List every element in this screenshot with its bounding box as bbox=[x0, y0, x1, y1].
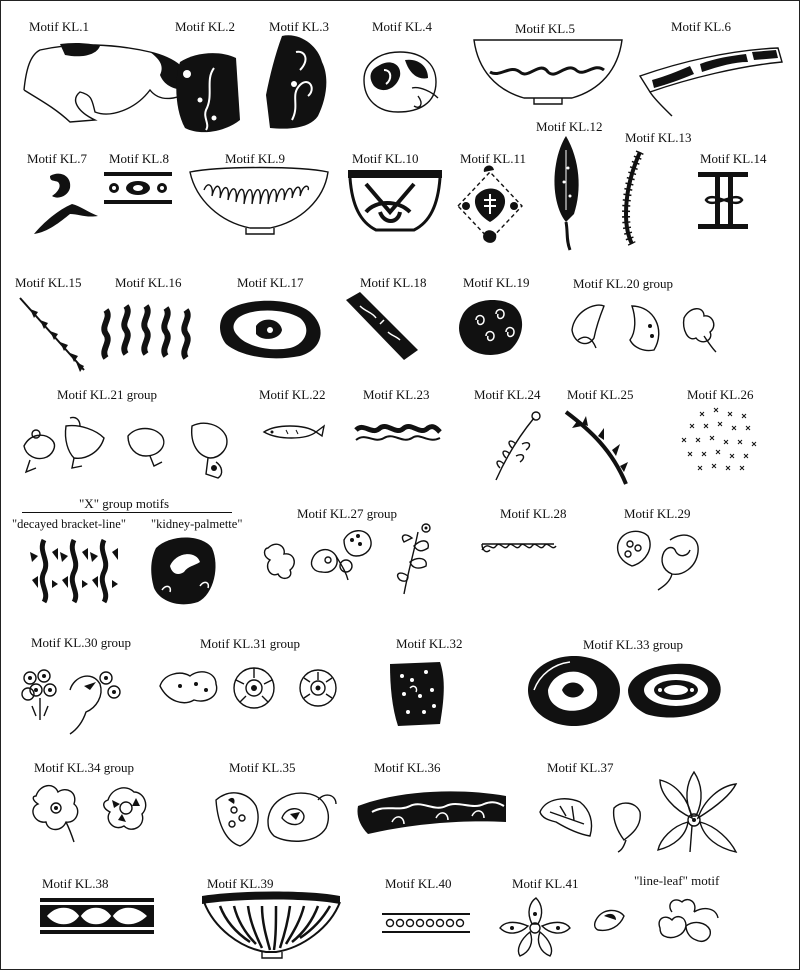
motif-kl17-oval-drawing bbox=[220, 301, 321, 359]
label-kl10: Motif KL.10 bbox=[352, 151, 419, 166]
label-kl4: Motif KL.4 bbox=[372, 19, 432, 34]
label-kl14: Motif KL.14 bbox=[700, 151, 767, 166]
motif-decayed-bracket-line-drawing bbox=[30, 540, 118, 602]
label-kl9: Motif KL.9 bbox=[225, 151, 285, 166]
motif-kl26-crosses-drawing bbox=[682, 408, 756, 470]
label-kl5: Motif KL.5 bbox=[515, 21, 575, 36]
label-kl2: Motif KL.2 bbox=[175, 19, 235, 34]
motif-kl19-sherd-drawing bbox=[459, 300, 522, 355]
motif-kl32-sherd-drawing bbox=[390, 662, 444, 726]
motif-kl37-drawing bbox=[540, 772, 736, 852]
motif-kl8-band-drawing bbox=[104, 172, 172, 204]
label-kl38: Motif KL.38 bbox=[42, 876, 109, 891]
label-kl15: Motif KL.15 bbox=[15, 275, 82, 290]
label-kl24: Motif KL.24 bbox=[474, 387, 541, 402]
motif-kl12-leaf-drawing bbox=[554, 136, 578, 250]
motif-kl41-drawing bbox=[500, 898, 624, 956]
label-kl33: Motif KL.33 group bbox=[583, 637, 684, 652]
motif-kl6-band-drawing bbox=[640, 48, 782, 116]
motif-kidney-palmette-drawing bbox=[151, 538, 215, 605]
label-kl25: Motif KL.25 bbox=[567, 387, 634, 402]
label-kl13: Motif KL.13 bbox=[625, 130, 692, 145]
label-kl12: Motif KL.12 bbox=[536, 119, 603, 134]
label-kl39: Motif KL.39 bbox=[207, 876, 274, 891]
label-kl29: Motif KL.29 bbox=[624, 506, 691, 521]
label-kidney-palmette: "kidney-palmette" bbox=[151, 517, 243, 531]
motif-kl2-sherd-drawing bbox=[176, 53, 240, 132]
motif-kl15-sawtooth-drawing bbox=[20, 298, 84, 372]
motif-kl13-beaded-stem-drawing bbox=[626, 152, 640, 244]
motif-kl36-band-drawing bbox=[357, 791, 506, 834]
motif-kl27-group-drawing bbox=[265, 524, 431, 594]
label-kl18: Motif KL.18 bbox=[360, 275, 427, 290]
label-kl37: Motif KL.37 bbox=[547, 760, 614, 775]
label-kl1: Motif KL.1 bbox=[29, 19, 89, 34]
label-kl16: Motif KL.16 bbox=[115, 275, 182, 290]
motif-kl39-bowl-drawing bbox=[202, 892, 340, 959]
motif-kl9-bowl-drawing bbox=[190, 168, 328, 235]
motif-kl33-group-drawing bbox=[528, 656, 721, 726]
label-kl22: Motif KL.22 bbox=[259, 387, 326, 402]
motif-kl21-birds-drawing bbox=[24, 417, 227, 478]
label-kl19: Motif KL.19 bbox=[463, 275, 530, 290]
motif-kl31-group-drawing bbox=[160, 668, 336, 708]
label-kl41: Motif KL.41 bbox=[512, 876, 579, 891]
label-kl7: Motif KL.7 bbox=[27, 151, 87, 166]
motif-kl14-knot-drawing bbox=[698, 172, 748, 229]
motif-kl29-drawing bbox=[618, 531, 699, 590]
label-kl36: Motif KL.36 bbox=[374, 760, 441, 775]
label-kl23: Motif KL.23 bbox=[363, 387, 430, 402]
label-kl8: Motif KL.8 bbox=[109, 151, 169, 166]
label-kl21: Motif KL.21 group bbox=[57, 387, 158, 402]
label-kl35: Motif KL.35 bbox=[229, 760, 296, 775]
motif-kl23-chain-drawing bbox=[356, 426, 440, 440]
label-kl11: Motif KL.11 bbox=[460, 151, 526, 166]
motif-kl5-bowl-drawing bbox=[474, 40, 622, 104]
label-kl34: Motif KL.34 group bbox=[34, 760, 135, 775]
label-kl30: Motif KL.30 group bbox=[31, 635, 132, 650]
label-line-leaf: "line-leaf" motif bbox=[634, 873, 720, 888]
motif-kl18-strip-drawing bbox=[346, 292, 418, 360]
motif-kl7-hook-drawing bbox=[34, 174, 98, 234]
motif-kl22-fish-drawing bbox=[264, 426, 324, 438]
label-kl26: Motif KL.26 bbox=[687, 387, 754, 402]
motif-kl4-roundel-drawing bbox=[364, 52, 438, 112]
label-kl40: Motif KL.40 bbox=[385, 876, 452, 891]
motif-kl40-band-drawing bbox=[382, 914, 470, 932]
motif-kl28-band-drawing bbox=[482, 544, 556, 552]
motif-kl38-band-drawing bbox=[40, 898, 154, 934]
label-kl32: Motif KL.32 bbox=[396, 636, 463, 651]
label-decayed-bracket-line: "decayed bracket-line" bbox=[12, 517, 126, 531]
motif-kl30-group-drawing bbox=[22, 670, 120, 734]
label-kl28: Motif KL.28 bbox=[500, 506, 567, 521]
label-kl6: Motif KL.6 bbox=[671, 19, 731, 34]
motif-kl24-sprig-drawing bbox=[496, 412, 540, 480]
motif-kl10-bowl-drawing bbox=[348, 170, 442, 230]
label-kl17: Motif KL.17 bbox=[237, 275, 304, 290]
label-x-group: "X" group motifs bbox=[79, 496, 170, 511]
motif-kl11-diamond-drawing bbox=[458, 166, 522, 243]
motif-line-leaf-drawing bbox=[659, 900, 718, 942]
motif-kl20-group-drawing bbox=[572, 305, 716, 352]
label-kl27: Motif KL.27 group bbox=[297, 506, 398, 521]
motif-kl35-drawing bbox=[216, 793, 336, 846]
motif-kl34-group-drawing bbox=[33, 786, 146, 842]
motif-kl3-sherd-drawing bbox=[266, 35, 326, 128]
label-kl20: Motif KL.20 group bbox=[573, 276, 674, 291]
label-kl31: Motif KL.31 group bbox=[200, 636, 301, 651]
motif-kl1-sherd-drawing bbox=[24, 43, 192, 122]
label-kl3: Motif KL.3 bbox=[269, 19, 329, 34]
motif-kl16-wavy-bands-drawing bbox=[104, 306, 187, 358]
motif-kl25-thorned-line-drawing bbox=[566, 412, 628, 484]
